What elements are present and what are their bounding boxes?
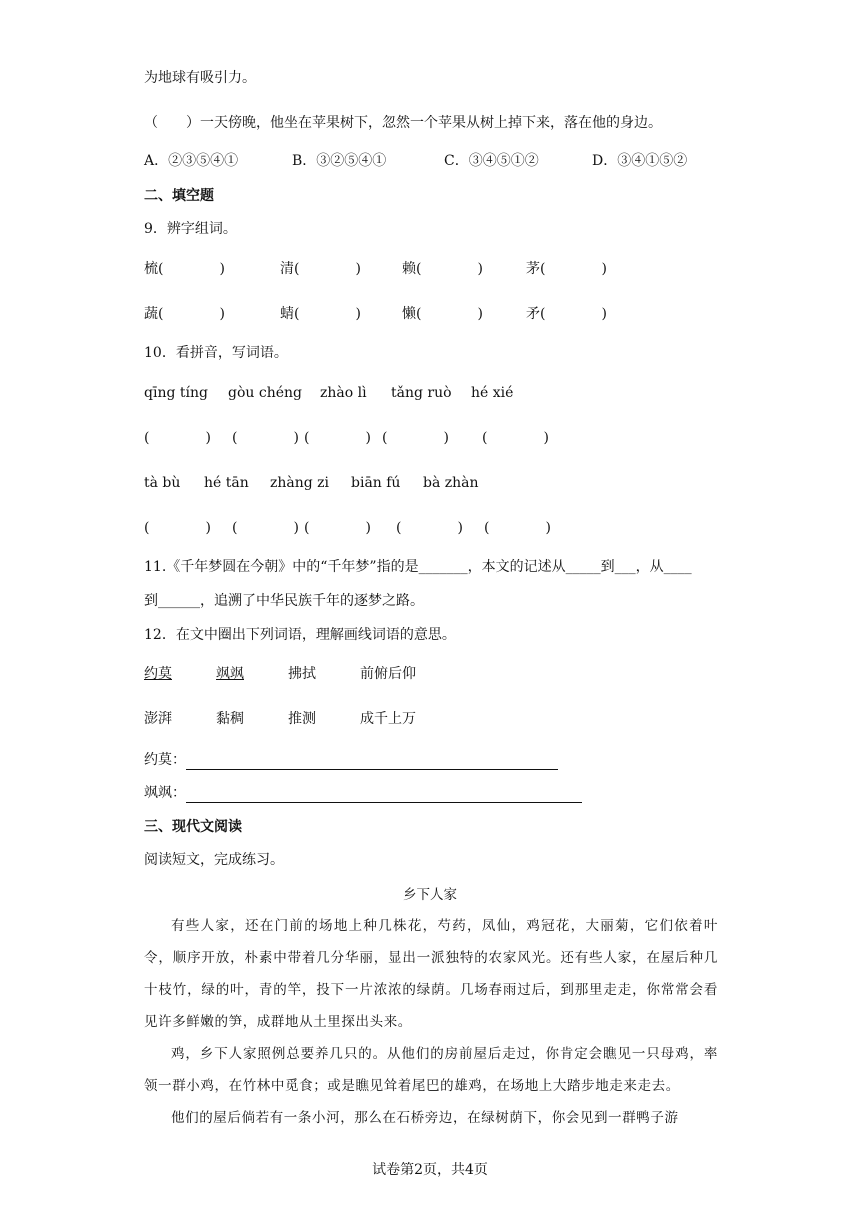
answer-label: 约莫： [144,752,186,768]
q9-title: 9．辨字组词。 [144,221,237,237]
q9-item[interactable]: 赖( ) [402,261,483,277]
word: 推测 [288,711,316,727]
passage-paragraph: 有些人家，还在门前的场地上种几株花，芍药，凤仙，鸡冠花，大丽菊，它们依着叶令，顺序开放，朴素中带着几分华丽，显出一派独特的农家风光。还有些人家，在屋后种几十枝竹，绿的叶，青的竿，投下一片浓浓的绿荫。几场春雨过后，到那里走走，你常常会看见许多鲜嫩的笋，成群地从土里探出头来。 [144,918,718,1030]
section-3-title: 三、现代文阅读 [144,819,242,835]
answer-blank[interactable]: ( ) [232,430,299,446]
pinyin: tà bù [144,475,181,491]
q10-title: 10．看拼音，写词语。 [144,345,288,361]
reading-instruction: 阅读短文，完成练习。 [144,852,284,868]
option-a[interactable]: A．②③⑤④① [144,153,239,169]
page-footer: 试卷第2页，共4页 [372,1162,488,1178]
answer-blank[interactable]: ( ) [304,520,371,536]
underlined-word: 约莫 [144,666,172,682]
passage-paragraph: 他们的屋后倘若有一条小河，那么在石桥旁边，在绿树荫下，你会见到一群鸭子游 [171,1110,679,1126]
answer-blank[interactable]: ( ) [232,520,299,536]
pinyin: hé tān [204,475,249,491]
passage-paragraph: 鸡，乡下人家照例总要养几只的。从他们的房前屋后走过，你肯定会瞧见一只母鸡，率领一群小鸡，在竹林中觅食；或是瞧见耸着尾巴的雄鸡，在场地上大踏步地走来走去。 [144,1046,718,1094]
answer-line[interactable] [186,788,582,803]
answer-label: 飒飒： [144,785,186,801]
word: 成千上万 [360,711,416,727]
q9-item[interactable]: 蜻( ) [280,306,361,322]
answer-line[interactable] [186,755,558,770]
pinyin: bà zhàn [423,475,479,491]
passage-title: 乡下人家 [403,887,457,903]
option-d[interactable]: D．③④①⑤② [592,153,688,169]
q9-item[interactable]: 懒( ) [402,306,483,322]
pinyin: qīng tíng [144,385,208,401]
q12-answer-1 [144,750,558,770]
q11-line-1: 11.《千年梦圆在今朝》中的“千年梦”指的是_______，本文的记述从_____到___，从____ [144,559,692,575]
answer-blank[interactable]: ( ) [304,430,371,446]
pinyin: tǎng ruò [391,385,452,401]
answer-blank[interactable]: ( ) [484,520,551,536]
q9-item[interactable]: 蔬( ) [144,306,225,322]
answer-blank[interactable]: ( ) [396,520,463,536]
q8-item: （ ）一天傍晚，他坐在苹果树下，忽然一个苹果从树上掉下来，落在他的身边。 [144,115,662,131]
passage-body [144,910,718,1134]
q9-item[interactable]: 清( ) [280,261,361,277]
underlined-word: 飒飒 [216,666,244,682]
answer-blank[interactable]: ( ) [144,520,211,536]
word: 黏稠 [216,711,244,727]
pinyin: zhào lì [320,385,367,401]
word: 拂拭 [288,666,316,682]
option-c[interactable]: C．③④⑤①② [444,153,539,169]
q9-item[interactable]: 茅( ) [526,261,607,277]
section-2-title: 二、填空题 [144,188,214,204]
pinyin: zhàng zi [270,475,330,491]
answer-blank[interactable]: ( ) [382,430,449,446]
option-b[interactable]: B．③②⑤④① [292,153,387,169]
q12-answer-2 [144,783,582,803]
q12-title: 12．在文中圈出下列词语，理解画线词语的意思。 [144,627,456,643]
pinyin: biān fú [351,475,401,491]
answer-blank[interactable]: ( ) [482,430,549,446]
word: 澎湃 [144,711,172,727]
q9-item[interactable]: 梳( ) [144,261,225,277]
q11-line-2: 到______，追溯了中华民族千年的逐梦之路。 [144,593,424,609]
q9-item[interactable]: 矛( ) [526,306,607,322]
pinyin: gòu chéng [228,385,302,401]
pinyin: hé xié [471,385,514,401]
q8-tail: 为地球有吸引力。 [144,70,256,86]
answer-blank[interactable]: ( ) [144,430,211,446]
word: 前俯后仰 [360,666,416,682]
